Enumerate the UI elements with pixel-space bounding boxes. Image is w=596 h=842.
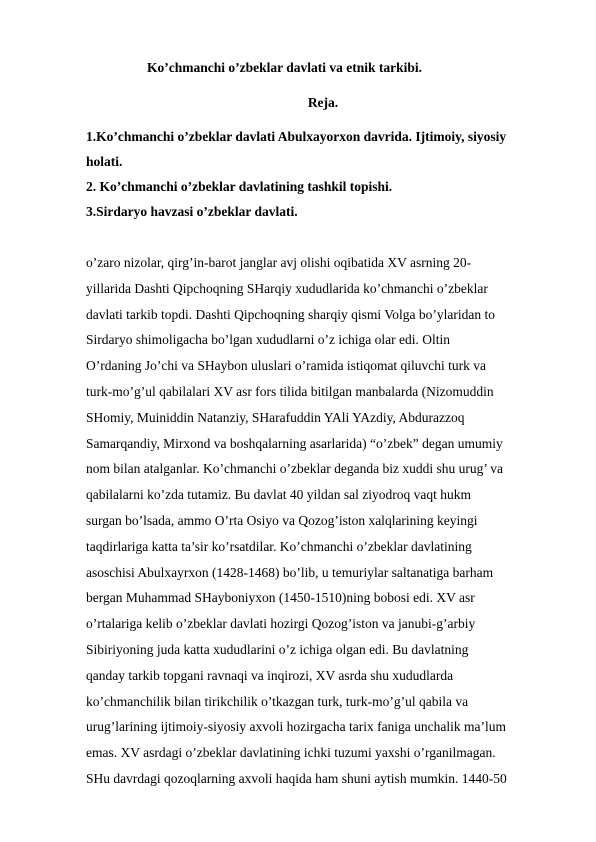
body-line: yillarida Dashti Qipchoqning SHarqiy xududlarida ko’chmanchi o’zbeklar: [86, 280, 488, 296]
body-line: O’rdaning Jo’chi va SHaybon uluslari o’ramida istiqomat qiluvchi turk va: [86, 358, 487, 374]
plan-list: [86, 124, 556, 224]
plan-item: holati.: [86, 154, 123, 169]
plan-item: 1.Ko’chmanchi o’zbeklar davlati Abulxayorxon davrida. Ijtimoiy, siyosiy: [86, 129, 507, 144]
body-line: urug’larining ijtimoiy-siyosiy axvoli hozirgacha tarix faniga unchalik ma’lum: [86, 719, 507, 735]
body-line: o’zaro nizolar, qirg’in-barot janglar avj olishi oqibatida XV asrning 20-: [86, 255, 472, 270]
body-line: davlati tarkib topdi. Dashti Qipchoqning sharqiy qismi Volga bo’ylaridan to: [86, 306, 495, 322]
body-line: o’rtalariga kelib o’zbeklar davlati hozirgi Qozog’iston va janubi-g’arbiy: [86, 616, 476, 632]
body-line: SHomiy, Muiniddin Natanziy, SHarafuddin YAli YAzdiy, Abdurazzoq: [86, 409, 465, 425]
body-line: Sirdaryo shimoligacha bo’lgan xududlarni o’z ichiga olar edi. Oltin: [86, 332, 451, 348]
body-line: Sibiriyoning juda katta xududlarini o’z ichiga olgan edi. Bu davlatning: [86, 641, 469, 657]
body-line: surgan bo’lsada, ammo O’rta Osiyo va Qozog’iston xalqlarining keyingi: [86, 512, 478, 528]
body-line: bergan Muhammad SHayboniyxon (1450-1510)ning bobosi edi. XV asr: [86, 590, 475, 606]
body-line: qanday tarkib topgani ravnaqi va inqirozi, XV asrda shu xududlarda: [86, 667, 454, 683]
body-line: taqdirlariga katta ta’sir ko’rsatdilar. Ko’chmanchi o’zbeklar davlatining: [86, 538, 472, 554]
body-line: SHu davrdagi qozoqlarning axvoli haqida ham shuni aytish mumkin. 1440-50: [86, 770, 507, 786]
body-line: turk-mo’g’ul qabilalari XV asr fors tilida bitilgan manbalarda (Nizomuddin: [86, 383, 494, 399]
document-title: Ko’chmanchi o’zbeklar davlati va etnik tarkibi.: [147, 60, 423, 75]
plan-item: 3.Sirdaryo havzasi o’zbeklar davlati.: [86, 204, 298, 219]
body-line: emas. XV asrdagi o’zbeklar davlatining ichki tuzumi yaxshi o’rganilmagan.: [86, 745, 496, 761]
body-line: qabilalarni ko’zda tutamiz. Bu davlat 40 yildan sal ziyodroq vaqt hukm: [86, 487, 472, 503]
body-paragraph: [86, 250, 556, 792]
body-line: asoschisi Abulxayrxon (1428-1468) bo’lib, u temuriylar saltanatiga barham: [86, 564, 494, 580]
body-line: Samarqandiy, Mirxond va boshqalarning asarlarida) “o’zbek” degan umumiy: [86, 435, 503, 451]
plan-item: 2. Ko’chmanchi o’zbeklar davlatining tashkil topishi.: [86, 179, 393, 194]
body-line: ko’chmanchilik bilan tirikchilik o’tkazgan turk, turk-mo’g’ul qabila va: [86, 693, 469, 709]
plan-heading: Reja.: [307, 95, 339, 110]
body-line: nom bilan atalganlar. Ko’chmanchi o’zbeklar deganda biz xuddi shu urug’ va: [86, 461, 503, 477]
